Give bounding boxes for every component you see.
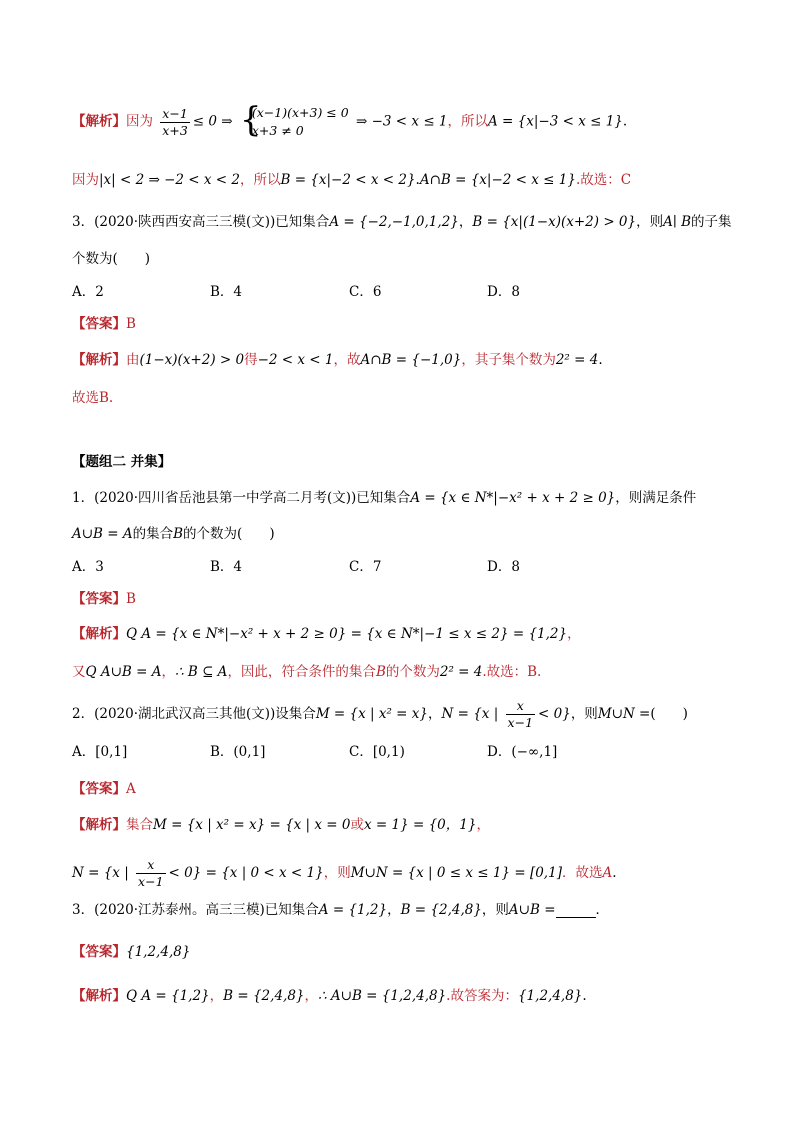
g2-question-2-analysis: 【解析】集合M = {x | x² = x} = {x | x = 0或x = 1} = {0，1}， bbox=[72, 817, 490, 833]
fraction: $\frac{x}{x-1}$ bbox=[507, 698, 534, 730]
g2-question-1-analysis: 【解析】Q A = {x ∈ N*|−x² + x + 2 ≥ 0} = {x ∈ N*|−1 ≤ x ≤ 2} = {1,2}， bbox=[72, 626, 581, 642]
question-3-end: 故选B. bbox=[72, 390, 114, 406]
g2-question-1-options: A．3 B．4 C．7 D．8 bbox=[72, 559, 520, 575]
g2-question-1-analysis-2: 又Q A∪B = A，∴ B ⊆ A，因此，符合条件的集合B的个数为2² = 4.故选：B. bbox=[72, 664, 542, 680]
question-3-analysis: 【解析】由(1−x)(x+2) > 0得−2 < x < 1，故A∩B = {−1,0}，其子集个数为2² = 4. bbox=[72, 352, 603, 368]
g2-question-1-stem: 1．(2020·四川省岳池县第一中学高二月考(文))已知集合A = {x ∈ N*|−x² + x + 2 ≥ 0}，则满足条件 bbox=[72, 490, 697, 506]
system-brace: { (x−1)(x+3) ≤ 0 x+3 ≠ 0 bbox=[240, 104, 349, 140]
analysis-line-2: 因为|x| < 2 ⇒ −2 < x < 2，所以B = {x|−2 < x < 2}.A∩B = {x|−2 < x ≤ 1}.故选：C bbox=[72, 172, 632, 188]
group-2-title: 【题组二 并集】 bbox=[72, 454, 172, 470]
fraction: $\frac{x}{x-1}$ bbox=[138, 857, 164, 889]
question-3-answer: 【答案】B bbox=[72, 316, 136, 332]
g2-question-2-answer: 【答案】A bbox=[72, 781, 136, 797]
g2-question-1-answer: 【答案】B bbox=[72, 591, 136, 607]
question-3-options: A．2 B．4 C．6 D．8 bbox=[72, 284, 520, 300]
analysis-line-1: 【解析】因为 $\frac{x-1}{x+3}$ ≤ 0 ⇒ { (x−1)(x+3) ≤ 0 x+3 ≠ 0 ⇒ −3 < x ≤ 1，所以A = {x|−3 < x ≤ 1}. bbox=[72, 104, 627, 140]
g2-question-2-options: A．[0,1] B．(0,1] C．[0,1) D．(−∞,1] bbox=[72, 744, 558, 760]
g2-question-3-stem: 3．(2020·江苏泰州。高三三模)已知集合A = {1,2}，B = {2,4,8}，则A∪B = ． bbox=[72, 902, 610, 918]
analysis-label: 【解析】 bbox=[72, 113, 126, 130]
question-3-stem-2: 个数为( ) bbox=[72, 251, 151, 267]
answer-blank bbox=[556, 903, 596, 918]
question-3-stem: 3．(2020·陕西西安高三三模(文))已知集合A = {−2,−1,0,1,2}，B = {x|(1−x)(x+2) > 0}，则A∣ B的子集 bbox=[72, 214, 732, 230]
g2-question-2-analysis-2: N = {x | $\frac{x}{x-1}$ < 0} = {x | 0 < x < 1}，则M∪N = {x | 0 ≤ x ≤ 1} = [0,1]．故选A. bbox=[72, 857, 617, 889]
g2-question-3-answer: 【答案】{1,2,4,8} bbox=[72, 944, 191, 960]
g2-question-3-analysis: 【解析】Q A = {1,2}，B = {2,4,8}，∴ A∪B = {1,2,4,8}.故答案为：{1,2,4,8}. bbox=[72, 988, 587, 1004]
g2-question-1-stem-2: A∪B = A的集合B的个数为( ) bbox=[72, 526, 275, 542]
fraction: $\frac{x-1}{x+3}$ bbox=[162, 105, 188, 138]
g2-question-2-stem: 2．(2020·湖北武汉高三其他(文))设集合M = {x | x² = x}，N = {x | $\frac{x}{x-1}$ < 0}，则M∪N =( ) bbox=[72, 698, 688, 730]
